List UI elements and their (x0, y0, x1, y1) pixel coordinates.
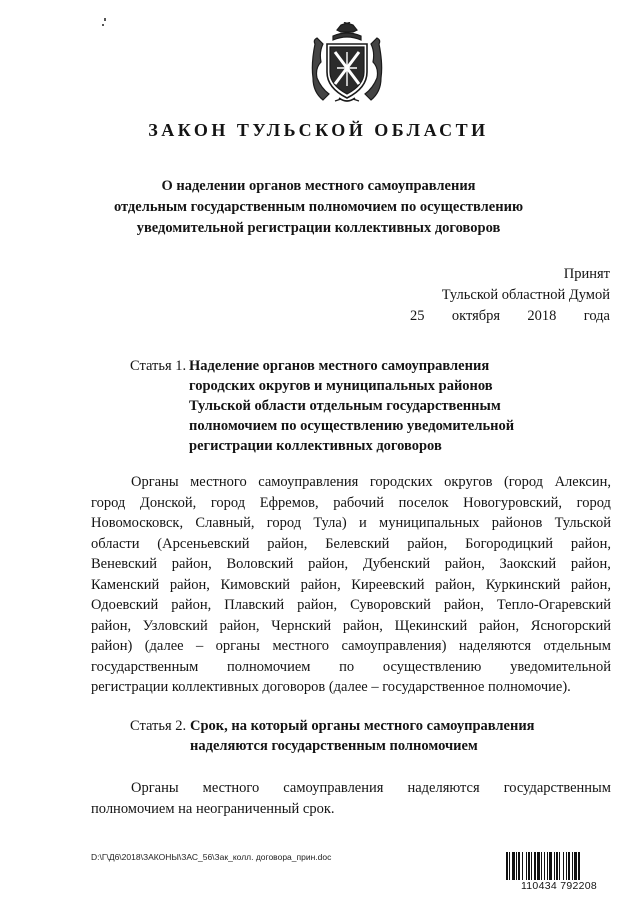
article-title-line: Наделение органов местного самоуправления (189, 358, 490, 374)
article-title-line: Срок, на который органы местного самоуправления (190, 718, 535, 734)
article-title-line: Тульской области отдельным государственным (189, 398, 501, 414)
paragraph-line: город Донской, город Ефремов, рабочий поселок Новогуровский, город (91, 494, 611, 511)
article-2-label: Статья 2. (130, 718, 187, 734)
article-title-line: городских округов и муниципальных районов (189, 378, 493, 394)
law-subject-line: уведомительной регистрации коллективных договоров (136, 220, 501, 236)
article-1-body (91, 472, 611, 698)
article-title-line: наделяются государственным полномочием (190, 738, 478, 754)
article-1-title (189, 356, 514, 456)
law-subject-line: отдельным государственным полномочием по осуществлению (113, 199, 524, 215)
paragraph-line: регистрации коллективных договоров (далее – государственное полномочие). (91, 679, 571, 695)
paragraph-line: Органы местного самоуправления наделяются государственным (131, 780, 611, 796)
paragraph-line: район, Узловский район, Чернский район, Щекинский район, Ясногорский (91, 617, 611, 634)
adoption-block (410, 264, 610, 327)
adoption-day: 25 (410, 308, 425, 324)
paragraph-line: области (Арсеньевский район, Белевский район, Богородицкий район, (91, 535, 611, 552)
adoption-date (410, 306, 610, 327)
adopted-by: Тульской областной Думой (441, 287, 610, 303)
adopted-label: Принят (563, 266, 610, 282)
paragraph-line: Веневский район, Воловский район, Дубенский район, Заокский район, (91, 556, 611, 572)
adoption-year: 2018 (527, 308, 557, 324)
file-path: D:\Г\Д6\2018\ЗАКОНЫ\ЗАС_56\Зак_колл. договора_прин.doc (91, 852, 332, 862)
scan-speck (102, 24, 104, 26)
paragraph-line: район) (далее – органы местного самоуправления) наделяются отдельным (91, 638, 611, 654)
paragraph-line: Новомосковск, Славный, город Тула) и муниципальных районов Тульской (91, 515, 611, 531)
adoption-month: октября (451, 308, 501, 324)
article-1-label: Статья 1. (130, 358, 187, 374)
paragraph-line: полномочием на неограниченный срок. (91, 800, 335, 817)
paragraph-line: Каменский район, Кимовский район, Киреевский район, Куркинский район, (91, 576, 611, 593)
paragraph-line: Одоевский район, Плавский район, Суворовский район, Тепло-Огаревский (91, 597, 611, 613)
barcode-number: 110434 792208 (505, 880, 613, 892)
adoption-year-word: года (583, 308, 610, 324)
article-2-body (91, 778, 611, 819)
article-title-line: регистрации коллективных договоров (189, 438, 442, 454)
scan-speck (104, 18, 106, 21)
paragraph-line: Органы местного самоуправления городских округов (город Алексин, (131, 474, 611, 490)
law-subject (80, 176, 557, 239)
paragraph-line: государственным полномочием по осуществлению уведомительной (91, 658, 611, 675)
law-subject-line: О наделении органов местного самоуправления (161, 178, 476, 194)
tula-coat-of-arms-icon (311, 22, 383, 106)
law-title: ЗАКОН ТУЛЬСКОЙ ОБЛАСТИ (148, 120, 489, 140)
article-2-title (190, 716, 535, 756)
article-title-line: полномочием по осуществлению уведомительной (189, 418, 515, 434)
